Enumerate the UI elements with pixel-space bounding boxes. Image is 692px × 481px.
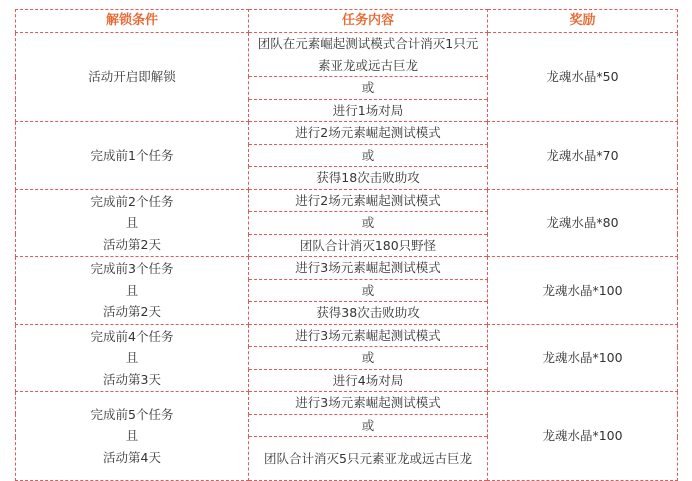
condition-line: 完成前4个任务 xyxy=(90,328,174,344)
reward-cell: 龙魂水晶*80 xyxy=(488,189,678,257)
task-cell: 进行3场元素崛起测试模式 xyxy=(249,324,488,347)
table-row xyxy=(16,189,678,212)
task-table xyxy=(15,9,678,481)
condition-cell xyxy=(16,189,249,257)
task-cell: 进行2场元素崛起测试模式 xyxy=(249,189,488,212)
header-task: 任务内容 xyxy=(249,10,488,33)
condition-cell xyxy=(16,257,249,325)
condition-line: 完成前3个任务 xyxy=(90,261,174,276)
condition-cell xyxy=(16,392,249,481)
condition-line: 活动第4天 xyxy=(103,449,161,465)
table-row xyxy=(16,392,678,415)
condition-line: 完成前1个任务 xyxy=(90,147,174,163)
reward-cell: 龙魂水晶*100 xyxy=(488,257,678,325)
reward-cell: 龙魂水晶*100 xyxy=(488,392,678,481)
task-or-cell: 或 xyxy=(249,279,488,302)
task-or-cell: 或 xyxy=(249,77,488,100)
condition-line: 完成前2个任务 xyxy=(90,193,174,209)
task-cell: 进行2场元素崛起测试模式 xyxy=(249,122,488,145)
task-cell: 获得38次击败助攻 xyxy=(249,302,488,325)
task-cell: 团队在元素崛起测试模式合计消灭1只元素亚龙或远古巨龙 xyxy=(249,33,488,77)
table-row xyxy=(16,324,678,347)
condition-line: 且 xyxy=(125,428,139,444)
task-cell: 获得18次击败助攻 xyxy=(249,167,488,190)
condition-line: 活动第2天 xyxy=(103,304,161,319)
task-cell: 进行3场元素崛起测试模式 xyxy=(249,392,488,415)
reward-cell: 龙魂水晶*50 xyxy=(488,33,678,122)
condition-cell xyxy=(16,122,249,190)
condition-line: 活动第2天 xyxy=(103,236,161,252)
condition-cell xyxy=(16,33,249,122)
condition-cell xyxy=(16,324,249,392)
task-cell: 进行1场对局 xyxy=(249,99,488,122)
table-row xyxy=(16,122,678,145)
condition-line: 活动第3天 xyxy=(103,371,161,387)
task-cell: 进行4场对局 xyxy=(249,369,488,392)
condition-line: 且 xyxy=(125,282,139,298)
condition-line: 完成前5个任务 xyxy=(90,406,174,422)
table-row xyxy=(16,257,678,280)
header-condition: 解锁条件 xyxy=(16,10,249,33)
task-or-cell: 或 xyxy=(249,347,488,370)
condition-line: 且 xyxy=(125,215,139,230)
condition-line: 且 xyxy=(125,350,139,365)
header-row xyxy=(16,10,678,33)
task-table-wrapper xyxy=(15,9,678,481)
task-or-cell: 或 xyxy=(249,414,488,437)
task-cell: 团队合计消灭180只野怪 xyxy=(249,234,488,257)
reward-cell: 龙魂水晶*100 xyxy=(488,324,678,392)
condition-line: 活动开启即解锁 xyxy=(88,69,176,85)
reward-cell: 龙魂水晶*70 xyxy=(488,122,678,190)
table-row xyxy=(16,33,678,77)
task-cell: 进行3场元素崛起测试模式 xyxy=(249,257,488,280)
task-cell: 团队合计消灭5只元素亚龙或远古巨龙 xyxy=(249,437,488,481)
header-reward: 奖励 xyxy=(488,10,678,33)
task-or-cell: 或 xyxy=(249,144,488,167)
task-or-cell: 或 xyxy=(249,212,488,235)
